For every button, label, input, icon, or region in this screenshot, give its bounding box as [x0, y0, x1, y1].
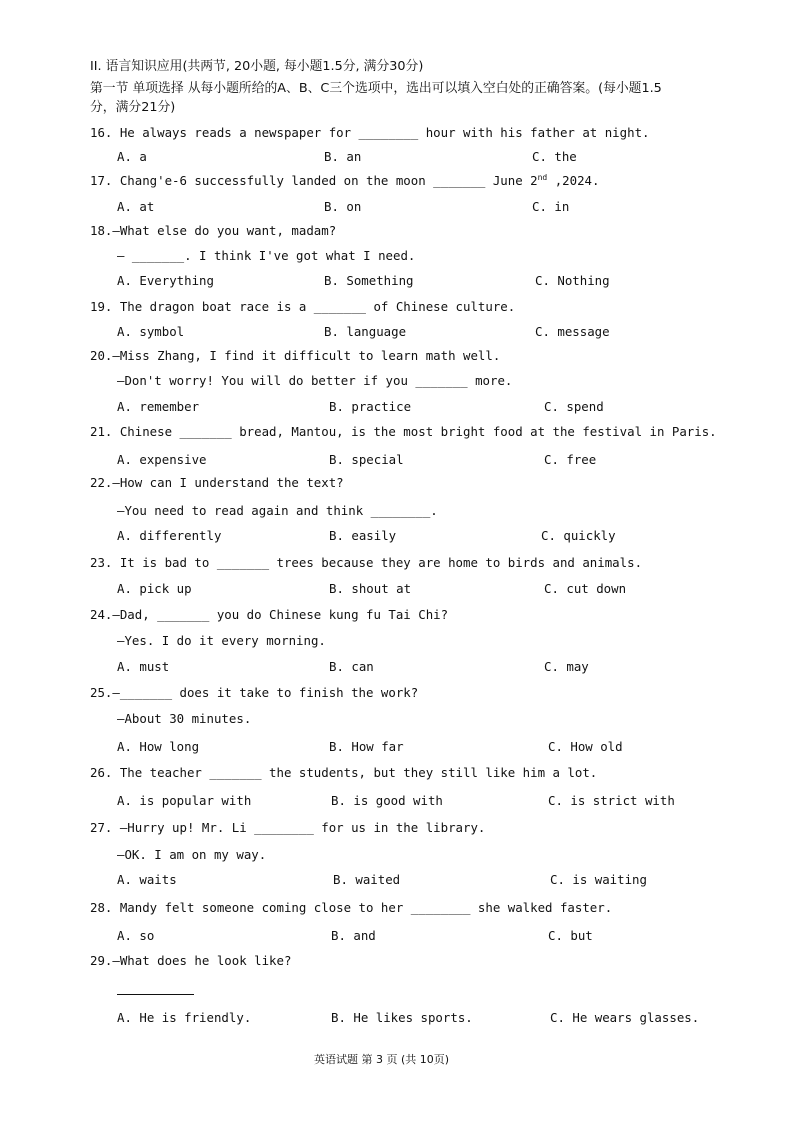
question-26: 26. The teacher _______ the students, but they still like him a lot.	[90, 765, 598, 780]
question-22: 22.—How can I understand the text?	[90, 475, 344, 490]
option-26-c: C. is strict with	[548, 793, 675, 808]
question-25-reply: —About 30 minutes.	[117, 711, 252, 726]
option-24-b: B. can	[329, 659, 374, 674]
option-19-a: A. symbol	[117, 324, 185, 339]
option-23-c: C. cut down	[544, 581, 627, 596]
option-28-b: B. and	[331, 928, 376, 943]
option-26-b: B. is good with	[331, 793, 443, 808]
option-29-a: A. He is friendly.	[117, 1010, 252, 1025]
question-18-reply: — _______. I think I've got what I need.	[117, 248, 416, 263]
question-19: 19. The dragon boat race is a _______ of Chinese culture.	[90, 299, 516, 314]
option-26-a: A. is popular with	[117, 793, 252, 808]
option-20-c: C. spend	[544, 399, 604, 414]
question-18: 18.—What else do you want, madam?	[90, 223, 337, 238]
question-27-reply: —OK. I am on my way.	[117, 847, 267, 862]
option-16-c: C. the	[532, 149, 577, 164]
option-18-b: B. Something	[324, 273, 414, 288]
option-21-b: B. special	[329, 452, 404, 467]
option-28-a: A. so	[117, 928, 155, 943]
option-18-c: C. Nothing	[535, 273, 610, 288]
question-24: 24.—Dad, _______ you do Chinese kung fu Tai Chi?	[90, 607, 449, 622]
question-28: 28. Mandy felt someone coming close to her ________ she walked faster.	[90, 900, 613, 915]
option-25-c: C. How old	[548, 739, 623, 754]
question-24-reply: —Yes. I do it every morning.	[117, 633, 326, 648]
option-23-b: B. shout at	[329, 581, 412, 596]
section-intro-line2: 分，满分21分)	[90, 100, 176, 115]
section-intro-line1: 第一节 单项选择 从每小题所给的A、B、C三个选项中，选出可以填入空白处的正确答案。(每小题1.5	[90, 81, 662, 96]
option-20-b: B. practice	[329, 399, 412, 414]
question-25: 25.—_______ does it take to finish the work?	[90, 685, 419, 700]
option-29-c: C. He wears glasses.	[550, 1010, 700, 1025]
option-27-c: C. is waiting	[550, 872, 647, 887]
option-19-c: C. message	[535, 324, 610, 339]
option-16-b: B. an	[324, 149, 362, 164]
answer-blank-line	[117, 994, 194, 995]
option-16-a: A. a	[117, 149, 147, 164]
option-21-c: C. free	[544, 452, 597, 467]
option-28-c: C. but	[548, 928, 593, 943]
option-17-b: B. on	[324, 199, 362, 214]
question-17-ordinal: nd	[537, 172, 548, 182]
option-22-a: A. differently	[117, 528, 222, 543]
option-29-b: B. He likes sports.	[331, 1010, 473, 1025]
question-27: 27. —Hurry up! Mr. Li ________ for us in the library.	[90, 820, 486, 835]
question-17	[90, 173, 599, 189]
option-23-a: A. pick up	[117, 581, 192, 596]
option-21-a: A. expensive	[117, 452, 207, 467]
option-20-a: A. remember	[117, 399, 200, 414]
question-20: 20.—Miss Zhang, I find it difficult to learn math well.	[90, 348, 501, 363]
question-29: 29.—What does he look like?	[90, 953, 292, 968]
option-27-a: A. waits	[117, 872, 177, 887]
option-25-a: A. How long	[117, 739, 200, 754]
question-22-reply: —You need to read again and think ________.	[117, 503, 438, 518]
question-23: 23. It is bad to _______ trees because they are home to birds and animals.	[90, 555, 643, 570]
section-title: II. 语言知识应用(共两节, 20小题, 每小题1.5分, 满分30分)	[90, 59, 424, 74]
question-17-year: ,2024.	[547, 173, 600, 188]
option-17-a: A. at	[117, 199, 155, 214]
page-footer: 英语试题 第 3 页 (共 10页)	[314, 1053, 450, 1066]
option-22-c: C. quickly	[541, 528, 616, 543]
option-24-c: C. may	[544, 659, 589, 674]
option-25-b: B. How far	[329, 739, 404, 754]
option-22-b: B. easily	[329, 528, 397, 543]
option-19-b: B. language	[324, 324, 407, 339]
option-24-a: A. must	[117, 659, 170, 674]
question-21: 21. Chinese _______ bread, Mantou, is the most bright food at the festival in Paris.	[90, 424, 717, 439]
question-17-text: 17. Chang'e-6 successfully landed on the moon _______ June 2	[90, 173, 538, 188]
question-20-reply: —Don't worry! You will do better if you _______ more.	[117, 373, 513, 388]
question-16: 16. He always reads a newspaper for ________ hour with his father at night.	[90, 125, 650, 140]
option-18-a: A. Everything	[117, 273, 214, 288]
option-27-b: B. waited	[333, 872, 401, 887]
option-17-c: C. in	[532, 199, 570, 214]
